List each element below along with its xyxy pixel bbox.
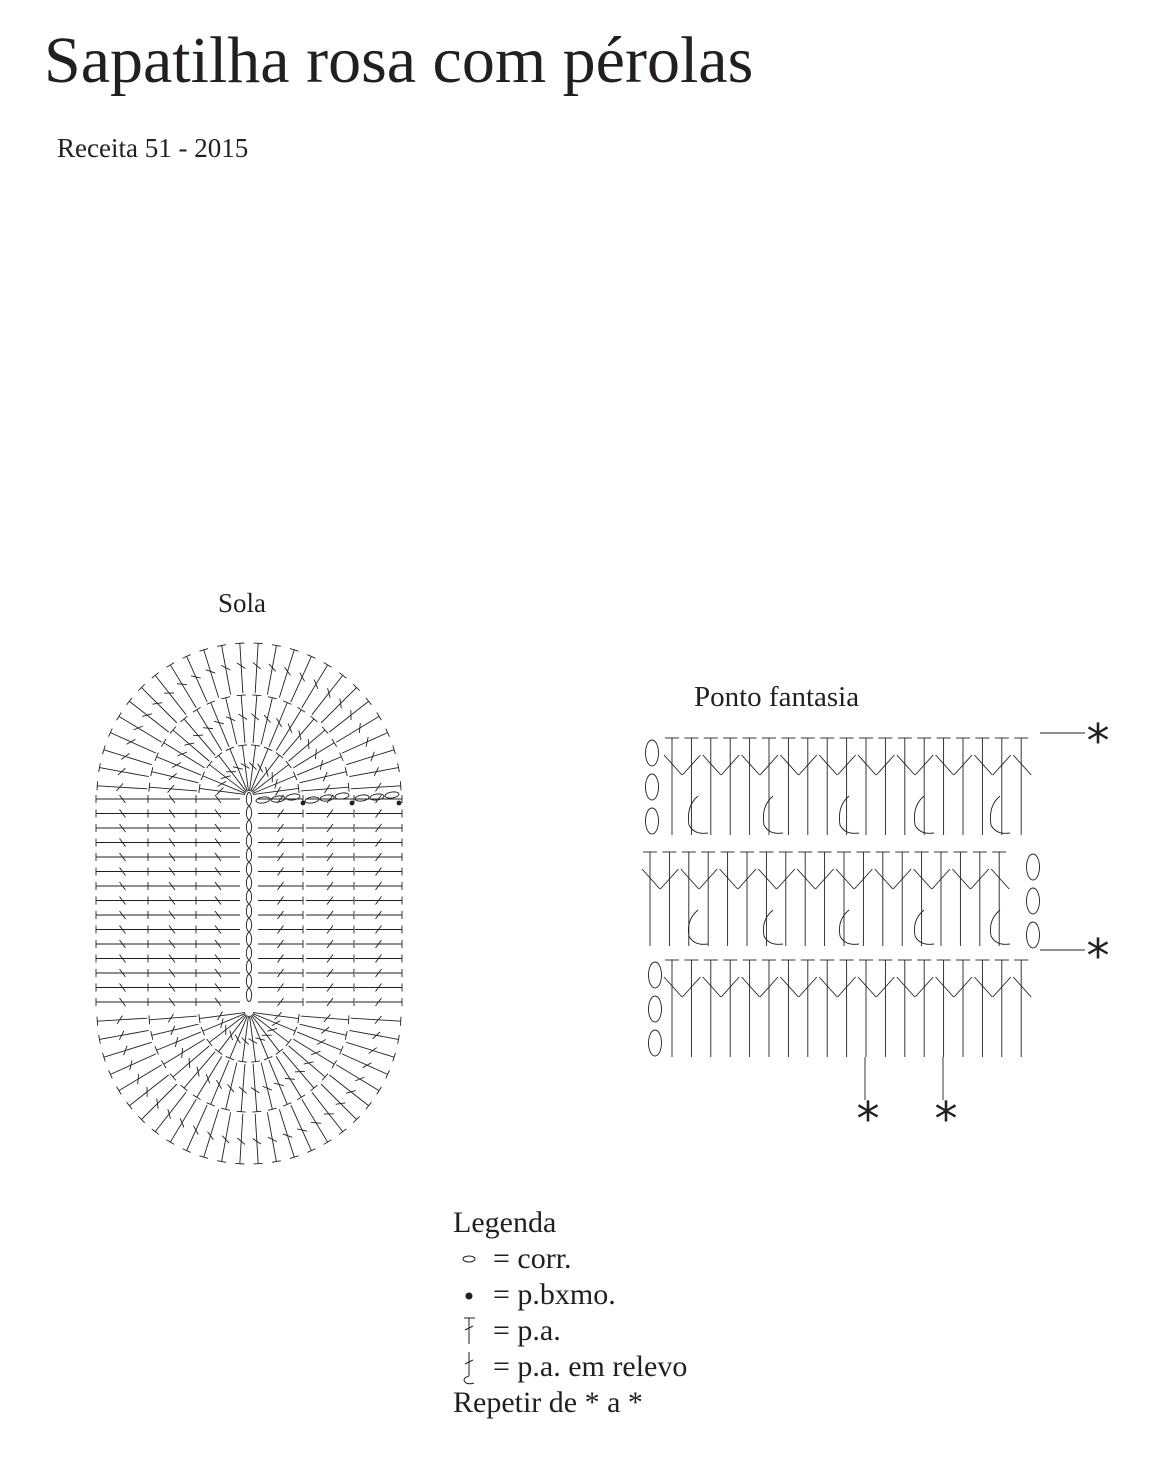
dc-stitch: [954, 960, 972, 1057]
dc-stitch: [936, 738, 954, 835]
dc-stitch: [799, 960, 817, 1057]
post-double-crochet-icon: [457, 1349, 483, 1385]
legend-item-post-double-crochet: [453, 1349, 687, 1385]
dc-stitch: [954, 738, 972, 835]
dc-stitch: [876, 960, 894, 1057]
dc-stitch: [799, 738, 817, 835]
dc-stitch: [1013, 960, 1031, 1057]
sole-diagram-label: Sola: [218, 588, 267, 618]
dc-stitch: [797, 852, 815, 946]
repeat-marker-top: *: [1086, 714, 1110, 768]
chain-stitch: [1027, 854, 1040, 880]
chain-stitch: [646, 808, 659, 834]
dc-stitch: [720, 852, 738, 946]
post-stitch-curl: [914, 910, 934, 944]
chain-stitch: [1027, 888, 1040, 914]
chain-stitch: [649, 962, 662, 988]
slip-stitch-icon: [457, 1277, 483, 1313]
legend-title-text: Legenda: [453, 1206, 557, 1239]
chain-stitch: [1027, 922, 1040, 948]
dc-stitch: [721, 960, 739, 1057]
dc-stitch: [682, 738, 700, 835]
dc-stitch: [777, 852, 795, 946]
dc-stitch: [642, 852, 660, 946]
double-crochet-icon: [457, 1313, 483, 1349]
dc-stitch: [971, 852, 989, 946]
stitch-row-1: [646, 738, 1032, 835]
dc-stitch: [742, 960, 760, 1057]
dc-stitch: [993, 738, 1011, 835]
dc-stitch: [780, 960, 798, 1057]
legend-title: [453, 1205, 687, 1241]
dc-stitch: [897, 738, 915, 835]
chain-stitch: [646, 774, 659, 800]
dc-stitch: [875, 852, 893, 946]
dc-stitch: [664, 960, 682, 1057]
stitch-row-3: [649, 960, 1032, 1057]
legend: [453, 1205, 687, 1421]
legend-item-slip-stitch: [453, 1277, 687, 1313]
legend-label-chain: = corr.: [493, 1242, 572, 1275]
dc-stitch: [682, 960, 700, 1057]
chain-icon: [457, 1241, 483, 1277]
dc-stitch: [742, 738, 760, 835]
dc-stitch: [703, 960, 721, 1057]
chain-stitch: [646, 740, 659, 766]
dc-stitch: [915, 738, 933, 835]
dc-stitch: [876, 738, 894, 835]
chain-stitch: [649, 996, 662, 1022]
dc-stitch: [664, 738, 682, 835]
post-stitch-curl: [990, 910, 1010, 944]
dc-stitch: [893, 852, 911, 946]
chain-stitch: [649, 1030, 662, 1056]
dc-stitch: [703, 738, 721, 835]
legend-item-chain: [453, 1241, 687, 1277]
dc-stitch: [780, 738, 798, 835]
dc-stitch: [932, 852, 950, 946]
post-stitch-curl: [763, 796, 783, 833]
dc-stitch: [952, 852, 970, 946]
dc-stitch: [816, 852, 834, 946]
dc-stitch: [993, 960, 1011, 1057]
dc-stitch: [758, 852, 776, 946]
dc-stitch: [760, 738, 778, 835]
post-stitch-curl: [990, 796, 1010, 833]
repeat-marker-bottom-left: *: [856, 1092, 880, 1146]
post-stitch-curl: [839, 796, 859, 833]
dc-stitch: [838, 738, 856, 835]
dc-stitch: [858, 960, 876, 1057]
legend-label-double-crochet: = p.a.: [493, 1314, 561, 1347]
dc-stitch: [974, 960, 992, 1057]
repeat-marker-bottom-right: *: [934, 1092, 958, 1146]
dc-stitch: [915, 960, 933, 1057]
dc-stitch: [838, 960, 856, 1057]
repeat-marker-middle: *: [1086, 929, 1110, 983]
dc-stitch: [836, 852, 854, 946]
dc-stitch: [1013, 738, 1031, 835]
dc-stitch: [991, 852, 1009, 946]
dc-stitch: [738, 852, 756, 946]
legend-label-post-double-crochet: = p.a. em relevo: [493, 1350, 688, 1383]
dc-stitch: [936, 960, 954, 1057]
post-stitch-curl: [839, 910, 859, 944]
dc-stitch: [819, 738, 837, 835]
dc-stitch: [914, 852, 932, 946]
dc-stitch: [897, 960, 915, 1057]
recipe-number: Receita 51 - 2015: [57, 133, 249, 163]
dc-stitch: [721, 738, 739, 835]
legend-label-slip-stitch: = p.bxmo.: [493, 1278, 616, 1311]
dc-stitch: [854, 852, 872, 946]
post-stitch-curl: [688, 910, 708, 944]
legend-repeat-note: [453, 1385, 687, 1421]
repeat-note-text: Repetir de * a *: [453, 1386, 643, 1419]
stitch-diagram-label: Ponto fantasia: [694, 681, 860, 713]
dc-stitch: [699, 852, 717, 946]
dc-stitch: [858, 738, 876, 835]
dc-stitch: [681, 852, 699, 946]
legend-item-double-crochet: [453, 1313, 687, 1349]
dc-stitch: [760, 960, 778, 1057]
dc-stitch: [660, 852, 678, 946]
dc-stitch: [819, 960, 837, 1057]
page-title: Sapatilha rosa com pérolas: [44, 24, 754, 97]
stitch-row-2: [642, 852, 1040, 948]
dc-stitch: [974, 738, 992, 835]
